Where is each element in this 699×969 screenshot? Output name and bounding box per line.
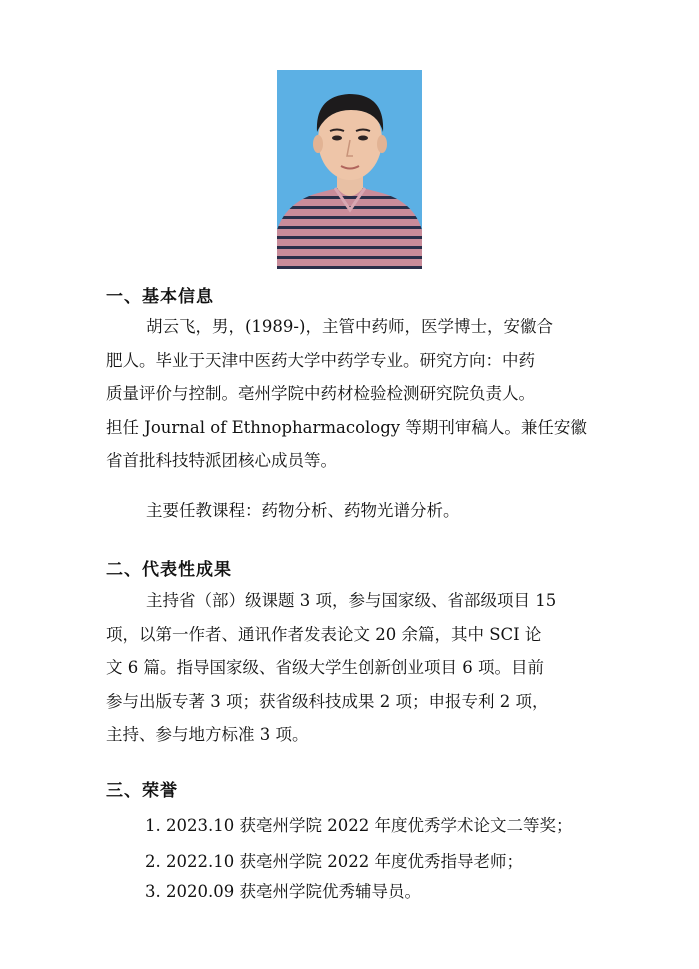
achievements-paragraph [106, 584, 592, 752]
text-line: 省首批科技特派团核心成员等。 [106, 451, 337, 470]
text-line: 文 6 篇。指导国家级、省级大学生创新创业项目 6 项。目前 [106, 658, 544, 677]
section-heading-honors: 三、荣誉 [106, 781, 178, 801]
honor-item: 3. 2020.09 获亳州学院优秀辅导员。 [145, 882, 421, 901]
text-line: 主持、参与地方标准 3 项。 [106, 725, 309, 744]
text-line: 参与出版专著 3 项；获省级科技成果 2 项；申报专利 2 项， [106, 691, 549, 711]
text-line: 胡云飞，男，(1989-)，主管中药师，医学博士，安徽合 [146, 317, 553, 336]
honor-item: 2. 2022.10 获亳州学院 2022 年度优秀指导老师； [145, 852, 523, 871]
section-heading-basic-info: 一、基本信息 [106, 287, 214, 307]
text-line: 项，以第一作者、通讯作者发表论文 20 余篇，其中 SCI 论 [106, 624, 542, 644]
text-line: 肥人。毕业于天津中医药大学中药学专业。研究方向：中药 [106, 350, 535, 370]
courses-paragraph [106, 494, 592, 528]
text-line: 主持省（部）级课题 3 项，参与国家级、省部级项目 15 [146, 591, 557, 610]
basic-info-paragraph [106, 310, 592, 478]
honor-item: 1. 2023.10 获亳州学院 2022 年度优秀学术论文二等奖； [145, 816, 573, 835]
section-heading-achievements: 二、代表性成果 [106, 560, 232, 580]
text-line: 担任 Journal of Ethnopharmacology 等期刊审稿人。兼任安徽 [106, 417, 587, 437]
text-line: 主要任教课程：药物分析、药物光谱分析。 [146, 501, 460, 520]
portrait-photo [277, 70, 422, 269]
text-line: 质量评价与控制。亳州学院中药材检验检测研究院负责人。 [106, 384, 535, 403]
